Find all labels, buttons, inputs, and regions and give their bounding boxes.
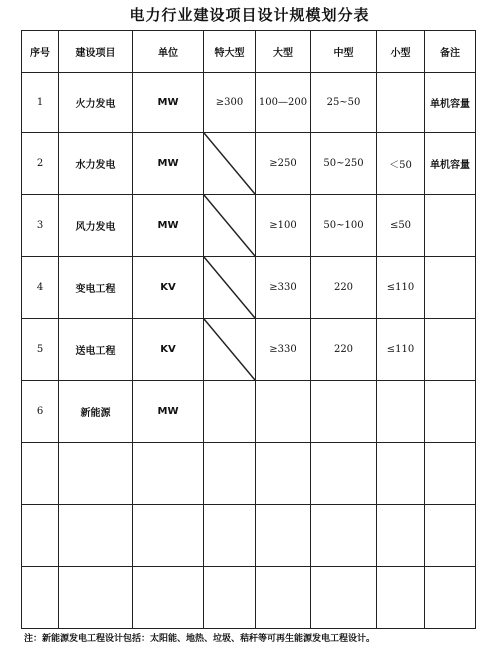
extra-large-cell-na (204, 195, 256, 257)
diagonal-slash-icon (204, 133, 255, 194)
medium-cell: 50~100 (311, 195, 377, 257)
project-name-cell: 风力发电 (59, 195, 133, 257)
project-name-cell (59, 567, 133, 629)
large-cell: ≥330 (256, 257, 311, 319)
project-name-cell: 变电工程 (59, 257, 133, 319)
scale-table (21, 30, 476, 629)
project-name-cell: 火力发电 (59, 73, 133, 133)
small-cell (377, 73, 425, 133)
table-row (22, 319, 476, 381)
large-cell: ≥330 (256, 319, 311, 381)
extra-large-cell (204, 567, 256, 629)
remark-cell (425, 505, 476, 567)
small-cell: ＜50 (377, 133, 425, 195)
medium-cell (311, 443, 377, 505)
table-row (22, 257, 476, 319)
large-cell: ≥250 (256, 133, 311, 195)
row-number-cell: 5 (22, 319, 59, 381)
header-cell: 备注 (425, 31, 476, 73)
small-cell: ≤110 (377, 257, 425, 319)
remark-cell (425, 381, 476, 443)
extra-large-cell: ≥300 (204, 73, 256, 133)
header-cell: 特大型 (204, 31, 256, 73)
row-number-cell: 2 (22, 133, 59, 195)
header-cell: 序号 (22, 31, 59, 73)
small-cell (377, 381, 425, 443)
header-cell: 中型 (311, 31, 377, 73)
extra-large-cell-na (204, 133, 256, 195)
table-row (22, 505, 476, 567)
extra-large-cell-na (204, 319, 256, 381)
remark-cell (425, 319, 476, 381)
unit-cell: KV (133, 319, 204, 381)
unit-cell (133, 505, 204, 567)
medium-cell: 220 (311, 257, 377, 319)
diagonal-slash-icon (204, 195, 255, 256)
large-cell (256, 381, 311, 443)
project-name-cell (59, 443, 133, 505)
small-cell: ≤110 (377, 319, 425, 381)
diagonal-slash-icon (204, 257, 255, 318)
table-row (22, 381, 476, 443)
project-name-cell: 送电工程 (59, 319, 133, 381)
project-name-cell (59, 505, 133, 567)
row-number-cell (22, 505, 59, 567)
header-row (22, 31, 476, 73)
remark-cell: 单机容量 (425, 133, 476, 195)
table-row (22, 567, 476, 629)
unit-cell (133, 567, 204, 629)
remark-cell (425, 257, 476, 319)
row-number-cell (22, 443, 59, 505)
row-number-cell: 4 (22, 257, 59, 319)
large-cell (256, 505, 311, 567)
row-number-cell (22, 567, 59, 629)
medium-cell: 50~250 (311, 133, 377, 195)
header-cell: 大型 (256, 31, 311, 73)
extra-large-cell (204, 505, 256, 567)
row-number-cell: 6 (22, 381, 59, 443)
page-title: 电力行业建设项目设计规模划分表 (129, 6, 370, 24)
remark-cell (425, 195, 476, 257)
small-cell (377, 567, 425, 629)
table-row (22, 133, 476, 195)
project-name-cell: 水力发电 (59, 133, 133, 195)
header-cell: 小型 (377, 31, 425, 73)
table-row (22, 195, 476, 257)
remark-cell (425, 567, 476, 629)
unit-cell: MW (133, 381, 204, 443)
header-cell: 建设项目 (59, 31, 133, 73)
extra-large-cell (204, 443, 256, 505)
unit-cell: MW (133, 195, 204, 257)
remark-cell (425, 443, 476, 505)
unit-cell: MW (133, 133, 204, 195)
small-cell (377, 505, 425, 567)
medium-cell: 220 (311, 319, 377, 381)
row-number-cell: 3 (22, 195, 59, 257)
medium-cell (311, 381, 377, 443)
medium-cell (311, 567, 377, 629)
unit-cell (133, 443, 204, 505)
large-cell (256, 443, 311, 505)
project-name-cell: 新能源 (59, 381, 133, 443)
row-number-cell: 1 (22, 73, 59, 133)
extra-large-cell-na (204, 257, 256, 319)
large-cell: 100—200 (256, 73, 311, 133)
small-cell (377, 443, 425, 505)
footnote: 注：新能源发电工程设计包括：太阳能、地热、垃圾、秸秆等可再生能源发电工程设计。 (24, 634, 376, 644)
medium-cell (311, 505, 377, 567)
small-cell: ≤50 (377, 195, 425, 257)
large-cell: ≥100 (256, 195, 311, 257)
diagonal-slash-icon (204, 319, 255, 380)
header-cell: 单位 (133, 31, 204, 73)
large-cell (256, 567, 311, 629)
medium-cell: 25~50 (311, 73, 377, 133)
table-row (22, 443, 476, 505)
unit-cell: MW (133, 73, 204, 133)
table-row (22, 73, 476, 133)
extra-large-cell (204, 381, 256, 443)
remark-cell: 单机容量 (425, 73, 476, 133)
unit-cell: KV (133, 257, 204, 319)
